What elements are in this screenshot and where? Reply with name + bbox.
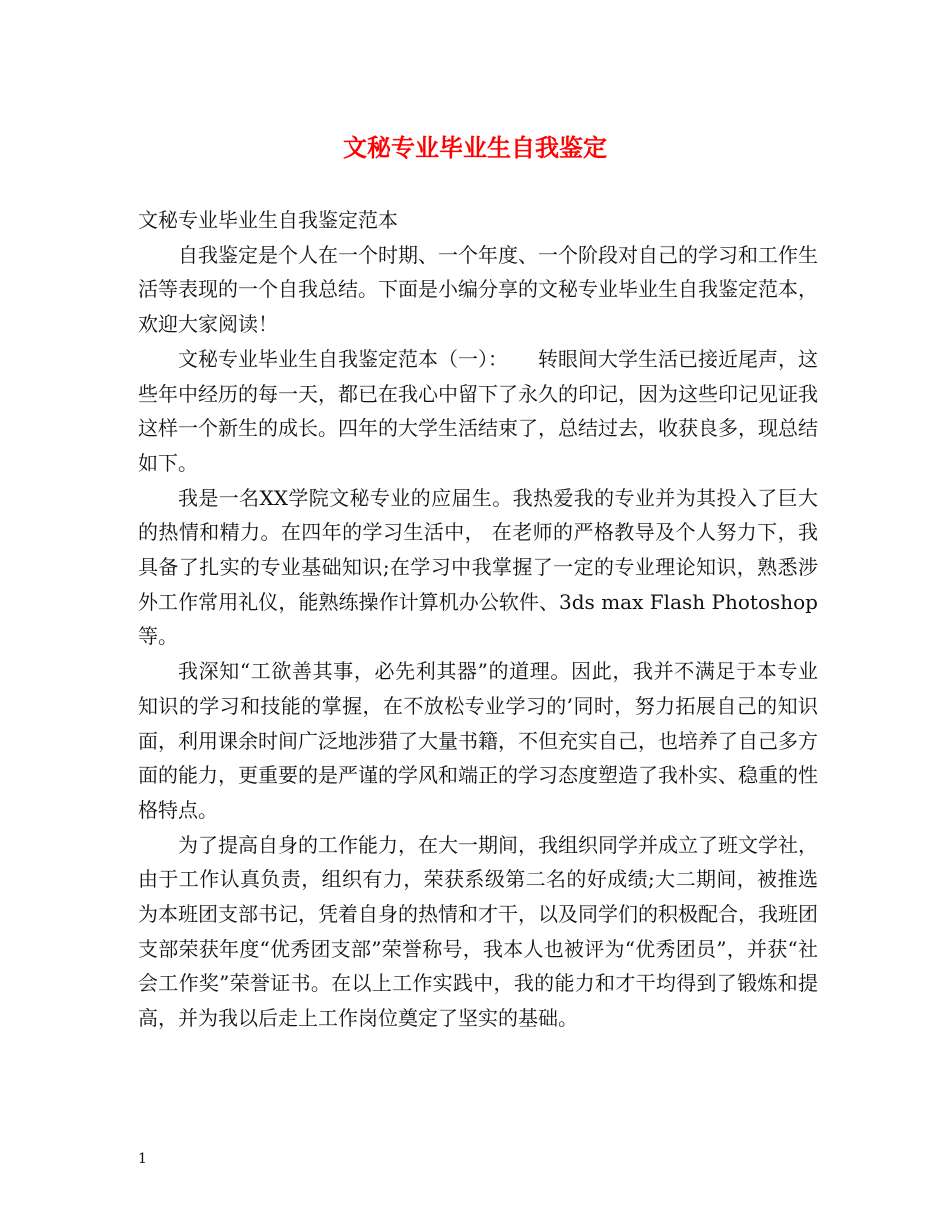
subtitle-paragraph: 文秘专业毕业生自我鉴定范本 [138, 208, 398, 232]
page-number: 1 [138, 1151, 147, 1167]
body-paragraph-2: 我是一名XX学院文秘专业的应届生。我热爱我的专业并为其投入了巨大的热情和精力。在四年的学习生活中， 在老师的严格教导及个人努力下，我具备了扎实的专业基础知识;在学习中我掌握了一定的专业理论知识，熟悉涉外工作常用礼仪，能熟练操作计算机办公软件、3ds max Flash Photoshop等。 [138, 485, 818, 649]
body-paragraph-4: 为了提高自身的工作能力，在大一期间，我组织同学并成立了班文学社，由于工作认真负责，组织有力，荣获系级第二名的好成绩;大二期间，被推选为本班团支部书记，凭着自身的热情和才干，以及同学们的积极配合，我班团支部荣获年度“优秀团支部”荣誉称号，我本人也被评为“优秀团员”，并获“社会工作奖”荣誉证书。在以上工作实践中，我的能力和才干均得到了锻炼和提高，并为我以后走上工作岗位奠定了坚实的基础。 [138, 832, 818, 1031]
document-body [138, 203, 818, 1036]
body-paragraph-3: 我深知“工欲善其事，必先利其器”的道理。因此，我并不满足于本专业知识的学习和技能的掌握，在不放松专业学习的’同时，努力拓展自己的知识面，利用课余时间广泛地涉猎了大量书籍，不但充实自己，也培养了自己多方面的能力，更重要的是严谨的学风和端正的学习态度塑造了我朴实、稳重的性格特点。 [138, 659, 818, 822]
body-paragraph-1: 文秘专业毕业生自我鉴定范本（一）： 转眼间大学生活已接近尾声，这些年中经历的每一天，都已在我心中留下了永久的印记，因为这些印记见证我这样一个新生的成长。四年的大学生活结束了，总结过去，收获良多，现总结如下。 [138, 346, 818, 475]
intro-paragraph: 自我鉴定是个人在一个时期、一个年度、一个阶段对自己的学习和工作生活等表现的一个自我总结。下面是小编分享的文秘专业毕业生自我鉴定范本，欢迎大家阅读！ [138, 242, 818, 337]
document-title: 文秘专业毕业生自我鉴定 [343, 133, 607, 162]
